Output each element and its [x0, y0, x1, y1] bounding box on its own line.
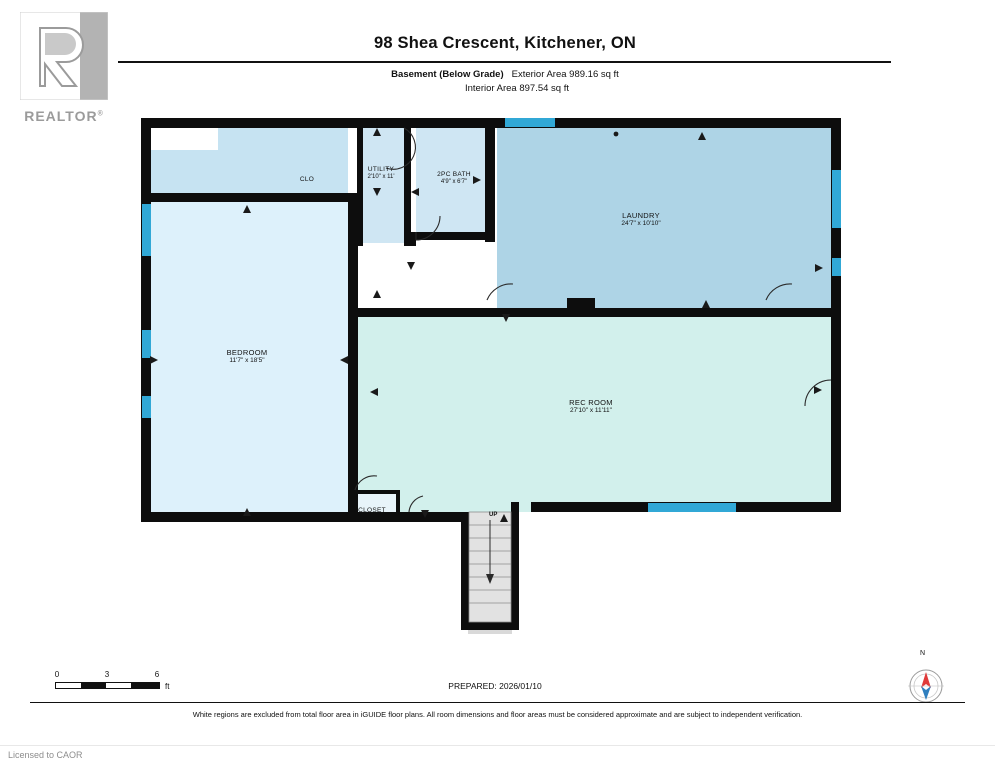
room-label-closet: CLOSET [358, 507, 386, 514]
room-label-utility: UTILITY 2'10" x 11' [367, 166, 395, 181]
interior-area: Interior Area 897.54 sq ft [464, 83, 570, 94]
prepared-date: PREPARED: 2026/01/10 [448, 681, 542, 691]
exterior-area: Exterior Area 989.16 sq ft [511, 69, 619, 80]
room-clo [150, 128, 348, 193]
room-label-clo: CLO [299, 176, 315, 183]
scale-bar-graphic [55, 682, 160, 689]
compass-north-label: N [920, 650, 926, 657]
scale-tick-0: 0 [54, 670, 60, 679]
realtor-wordmark-text: REALTOR [24, 108, 98, 124]
compass-icon [898, 650, 954, 706]
scale-tick-2: 6 [154, 670, 160, 679]
room-rec-room [357, 315, 831, 512]
room-2pc-bath [416, 128, 491, 236]
license-bar [0, 745, 995, 769]
stair-direction-label: UP [489, 512, 498, 518]
level-label: Basement (Below Grade) [391, 69, 504, 80]
registered-mark: ® [97, 110, 104, 118]
room-label-laundry: LAUNDRY 24'7" x 10'10" [621, 211, 661, 228]
room-label-bedroom: BEDROOM 11'7" x 18'5" [226, 348, 268, 365]
staircase [469, 512, 511, 622]
room-label-2pc-bath: 2PC BATH 4'9" x 6'7" [437, 171, 471, 186]
compass-rose [898, 650, 954, 706]
room-utility [360, 128, 407, 243]
scale-tick-1: 3 [104, 670, 110, 679]
scale-bar [54, 670, 170, 691]
scale-unit: ft [165, 682, 170, 691]
room-laundry [497, 125, 831, 310]
disclaimer-text: White regions are excluded from total floor area in iGUIDE floor plans. All room dimensions and floor areas must be considered approximate and are subject to independent verification. [192, 710, 803, 719]
footer-divider [30, 702, 965, 703]
license-text: Licensed to CAOR [8, 750, 83, 760]
room-label-rec-room: REC ROOM 27'10" x 11'11" [569, 398, 613, 415]
room-bedroom [150, 200, 348, 515]
page-title: 98 Shea Crescent, Kitchener, ON [373, 34, 637, 52]
